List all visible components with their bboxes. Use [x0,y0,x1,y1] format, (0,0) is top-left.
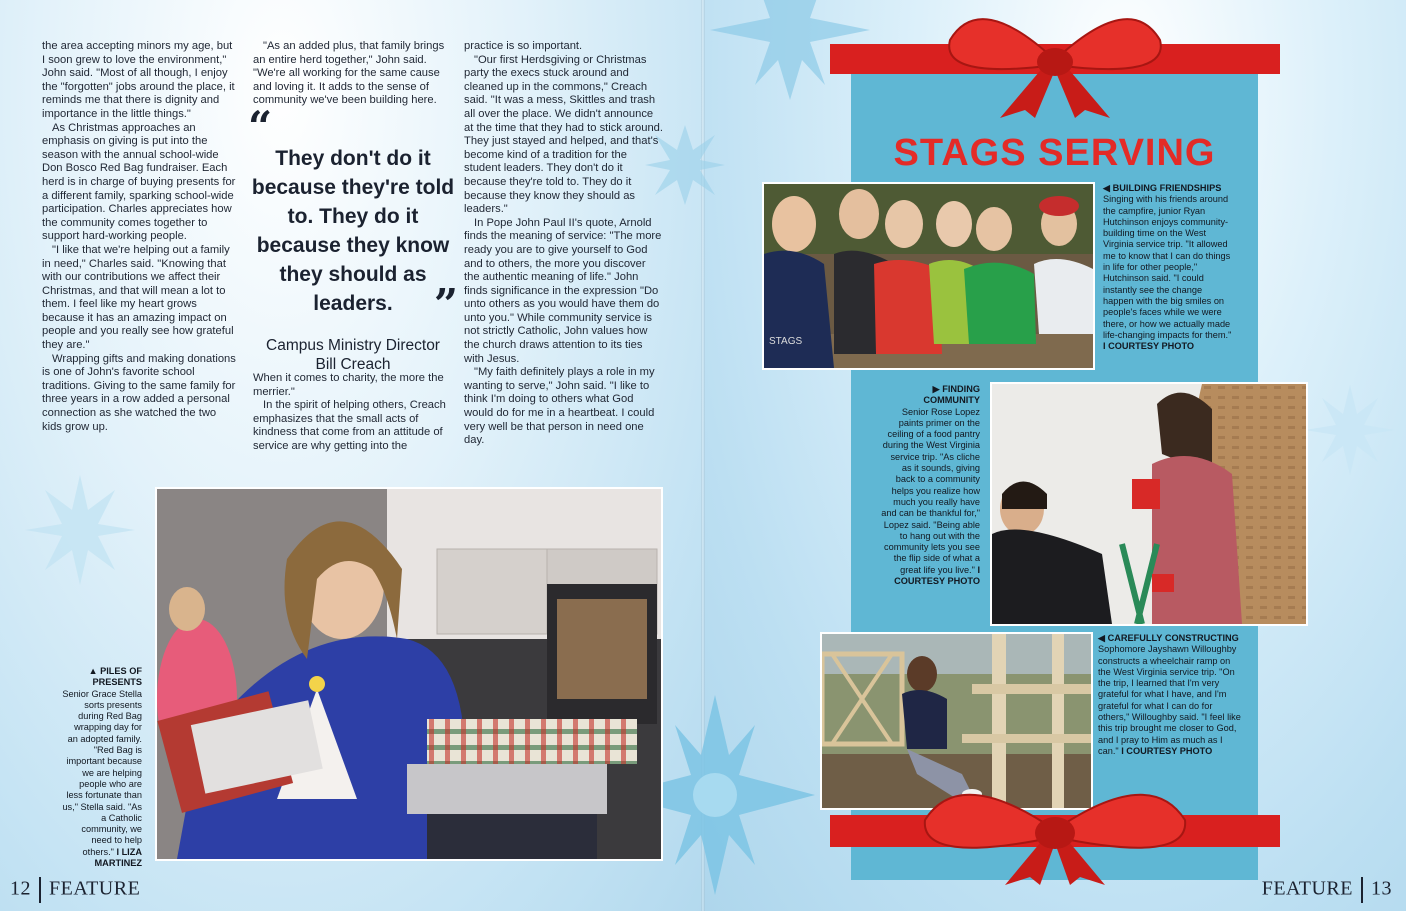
paragraph: "As an added plus, that family brings an entire herd together," John said. "We're all working for the same cause and loving it. It adds to the sense of community we've been building here. [253,40,445,107]
caption-body: Singing with his friends around the campfire, junior Ryan Hutchinson enjoys community-building time on the West Virginia service trip. "It allowed me to know that I can do things in life for other people," Hutchinson said. "I could instantly see the change happen with the big smiles on people's faces while we were there, or how we actually made life-changing impacts for them." [1103,194,1232,340]
article-column-1 [42,40,237,434]
caption-body: Senior Rose Lopez paints primer on the ceiling of a food pantry during the West Virginia service trip. "As cliche as it sounds, giving back to a community helps you realize how much you really have and can be thankful for," Lopez said. "Being able to hang out with the community lets you see the flip side of what a great life you live." [881,406,980,575]
photo-caption-carefully-constructing [1098,633,1243,757]
section-name: FEATURE [49,877,141,900]
caption-credit: I COURTESY PHOTO [1103,341,1195,352]
photo-caption-building-friendships [1103,183,1233,352]
shirt-text: STAGS [769,336,803,347]
folio-divider [1361,877,1363,903]
pull-quote-attribution-title: Campus Ministry Director [266,337,440,354]
pull-quote-text: They don't do it because they're told to. They do it because they know they should as leaders. [251,147,455,315]
paragraph: In Pope John Paul II's quote, Arnold finds the meaning of service: "The more ready you are to give yourself to God and to others, the more you discover the authentic meaning of life." John finds significance in the expression "Do unto others as you would have them do unto you." While community service is not strictly Catholic, John values how the church draws attention to its ties with Jesus. [464,216,662,365]
paragraph: When it comes to charity, the more the merrier." [253,372,444,398]
caption-body: Sophomore Jayshawn Willoughby constructs a wheelchair ramp on the West Virginia service trip. "On the trip, I learned that I'm very grateful for what I have, and I'm grateful for what I can do for others," Willoughby said. "I feel like this trip brought me closer to God, and I pray to Him as much as I can." [1098,644,1241,756]
section-name: FEATURE [1261,877,1353,900]
caption-heading: FINDING COMMUNITY [923,384,980,406]
photo-piles-of-presents [155,487,663,861]
caption-arrow-icon: ◀ [1098,633,1106,643]
caption-credit: I COURTESY PHOTO [1121,745,1213,756]
paragraph: Wrapping gifts and making donations is one of John's favorite school traditions. Giving to the same family for three years in a row added a personal connection as she watched the two kids grow up. [42,352,236,433]
paragraph: In the spirit of helping others, Creach emphasizes that the small acts of kindness that come from an attitude of service are why getting into the [253,399,446,452]
paragraph: As Christmas approaches an emphasis on giving is put into the season with the annual school-wide Don Bosco Red Bag fundraiser. Each herd is in charge of buying presents for a different family, sparking school-wide participation. Charles appreciates how the community comes together to support hard-working people. [42,121,236,243]
folio-right [1262,877,1392,903]
caption-heading: PILES OF PRESENTS [92,666,142,688]
page-number: 13 [1371,877,1392,900]
ribbon-bow-icon [830,755,1280,885]
photo-caption-piles-of-presents [62,666,142,869]
caption-credit: I LIZA MARTINEZ [94,846,142,869]
feature-title: STAGS SERVING [893,132,1216,174]
photo-finding-community [990,382,1308,626]
article-column-2 [253,40,451,108]
paragraph: "Our first Herdsgiving or Christmas party the execs stuck around and cleaned up in the commons," Creach said. "It was a mess, Skittles and trash all over the place. We didn't announce at the time that they had to stick around. They just stayed and helped, and that's become kind of a tradition for the student leaders. They don't do it because they're told to. They do it because they know they should as leaders." [464,53,664,216]
caption-body: Senior Grace Stella sorts presents during Red Bag wrapping day for an adopted family. "Red Bag is important because we are helping people who are less fortunate than us," Stella said. "As a Catholic community, we need to help others." [62,688,142,857]
pull-quote [248,102,458,374]
folio-left [10,877,140,903]
folio-divider [39,877,41,903]
photo-building-friendships [762,182,1095,370]
article-column-2-bottom [253,372,451,454]
close-quote-mark: ” [433,280,458,329]
open-quote-mark: “ [248,102,273,151]
pull-quote-attribution-name: Bill Creach [315,356,391,373]
ribbon-bow-icon [830,10,1280,120]
paragraph: practice is so important. [464,40,583,52]
paragraph: "My faith definitely plays a role in my wanting to serve," John said. "I like to think I'm doing to others what God would do for me in a heartbeat. I could very well be that person in need one day. [464,366,655,447]
caption-arrow-icon: ◀ [1103,183,1111,193]
snowflake-icon [1300,380,1400,480]
caption-credit: I COURTESY PHOTO [894,564,980,587]
article-column-3 [464,40,664,448]
page-number: 12 [10,877,31,900]
paragraph: the area accepting minors my age, but I soon grew to love the environment," John said. "Most of all though, I enjoy the "forgotten" jobs around the place, it reminds me that there is dignity and importance in the little things." [42,40,235,120]
photo-caption-finding-community [880,384,980,587]
snowflake-icon [20,470,140,590]
caption-heading: BUILDING FRIENDSHIPS [1112,183,1222,193]
caption-heading: CAREFULLY CONSTRUCTING [1107,633,1239,643]
caption-arrow-icon: ▶ [932,384,940,394]
paragraph: "I like that we're helping out a family in need," Charles said. "Knowing that with our contributions we affect their Christmas, and that will mean a lot to them. I feel like my heart grows because it has an amazing impact on people and you really see how grateful they are." [42,243,234,352]
caption-arrow-icon: ▲ [88,666,98,676]
